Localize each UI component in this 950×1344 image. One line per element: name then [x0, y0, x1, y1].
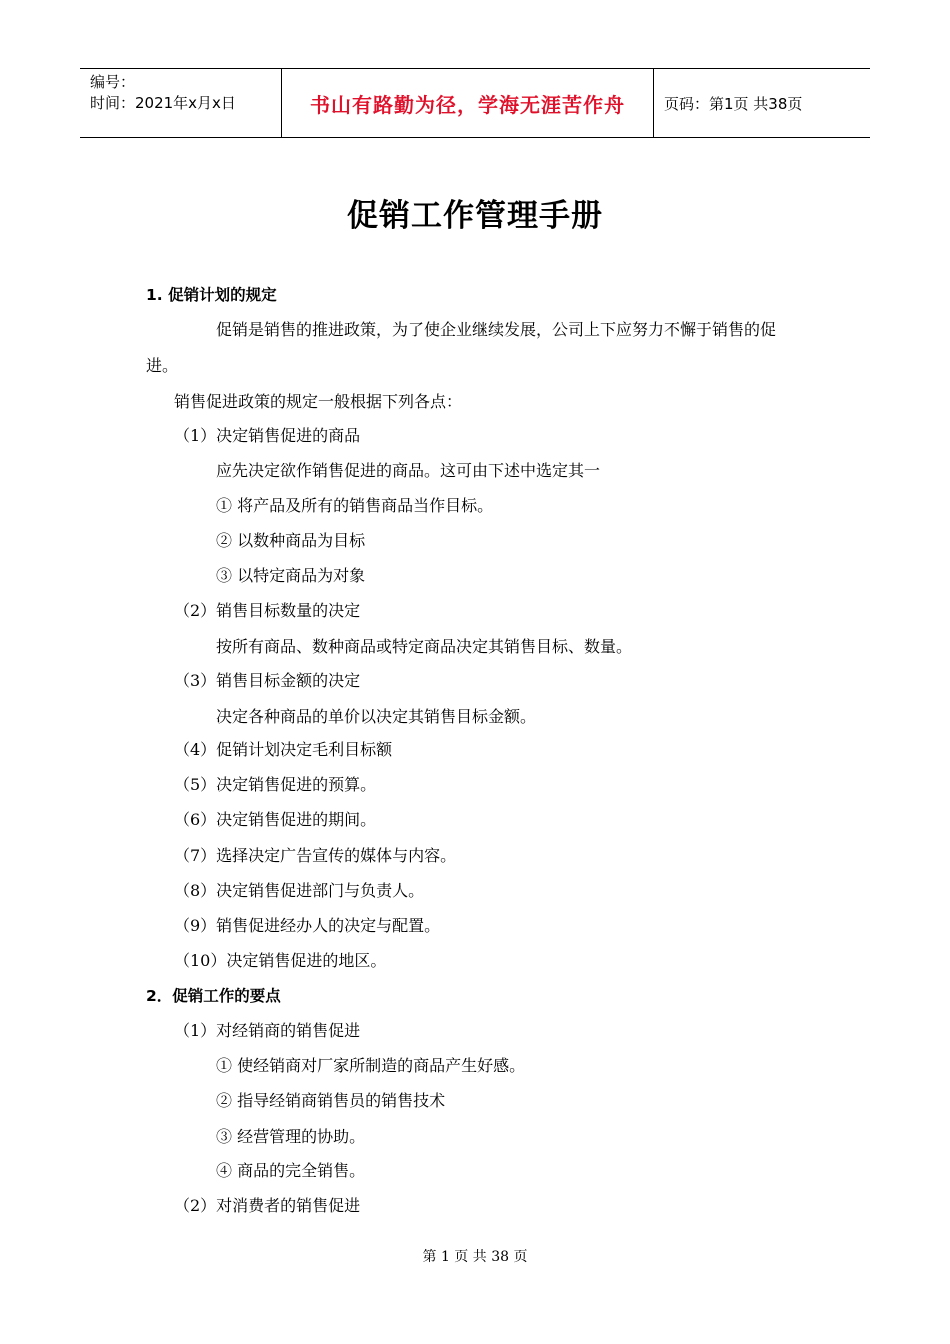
section-1-heading: 1. 促销计划的规定	[146, 286, 277, 304]
section-2-item-2: （2）对消费者的销售促进	[174, 1196, 361, 1215]
list-item-6: （6）决定销售促进的期间。	[174, 810, 377, 829]
list-item-5: （5）决定销售促进的预算。	[174, 775, 377, 794]
document-title: 促销工作管理手册	[347, 198, 603, 234]
list-item-7: （7）选择决定广告宣传的媒体与内容。	[174, 846, 457, 865]
list-item-3-desc: 决定各种商品的单价以决定其销售目标金额。	[216, 707, 537, 726]
list-item-2-desc: 按所有商品、数种商品或特定商品决定其销售目标、数量。	[216, 637, 633, 656]
paragraph-1-line-2: 进。	[146, 356, 179, 375]
section-2-item-1-option-3: ③ 经营管理的协助。	[216, 1127, 366, 1146]
header-motto-cell	[281, 69, 654, 137]
section-2-item-1-option-4: ④ 商品的完全销售。	[216, 1161, 366, 1180]
header-time-label: 时间：2021年x月x日	[90, 94, 236, 112]
page-footer: 第 1 页 共 38 页	[422, 1249, 528, 1265]
list-item-1-option-3: ③ 以特定商品为对象	[216, 566, 366, 585]
list-item-8: （8）决定销售促进部门与负责人。	[174, 881, 425, 900]
page-header	[80, 68, 870, 138]
list-item-9: （9）销售促进经办人的决定与配置。	[174, 916, 441, 935]
list-item-1: （1）决定销售促进的商品	[174, 426, 361, 445]
list-item-1-option-2: ② 以数种商品为目标	[216, 531, 366, 550]
paragraph-2: 销售促进政策的规定一般根据下列各点：	[174, 392, 463, 411]
list-item-4: （4）促销计划决定毛利目标额	[174, 740, 393, 759]
section-2-item-1-option-2: ② 指导经销商销售员的销售技术	[216, 1091, 446, 1110]
list-item-3: （3）销售目标金额的决定	[174, 671, 361, 690]
header-motto: 书山有路勤为径，学海无涯苦作舟	[310, 92, 625, 117]
section-2-item-1: （1）对经销商的销售促进	[174, 1021, 361, 1040]
section-2-item-1-option-1: ① 使经销商对厂家所制造的商品产生好感。	[216, 1056, 526, 1075]
list-item-2: （2）销售目标数量的决定	[174, 601, 361, 620]
header-number-label: 编号：	[90, 73, 136, 91]
list-item-1-option-1: ① 将产品及所有的销售商品当作目标。	[216, 496, 494, 515]
header-meta	[80, 69, 281, 137]
section-2-heading: 2．促销工作的要点	[146, 987, 281, 1005]
header-page-info: 页码：第1页 共38页	[664, 94, 803, 113]
list-item-10: （10）决定销售促进的地区。	[174, 951, 387, 970]
paragraph-1-line-1: 促销是销售的推进政策，为了使企业继续发展，公司上下应努力不懈于销售的促	[216, 320, 777, 339]
list-item-1-desc: 应先决定欲作销售促进的商品。这可由下述中选定其一	[216, 461, 601, 480]
